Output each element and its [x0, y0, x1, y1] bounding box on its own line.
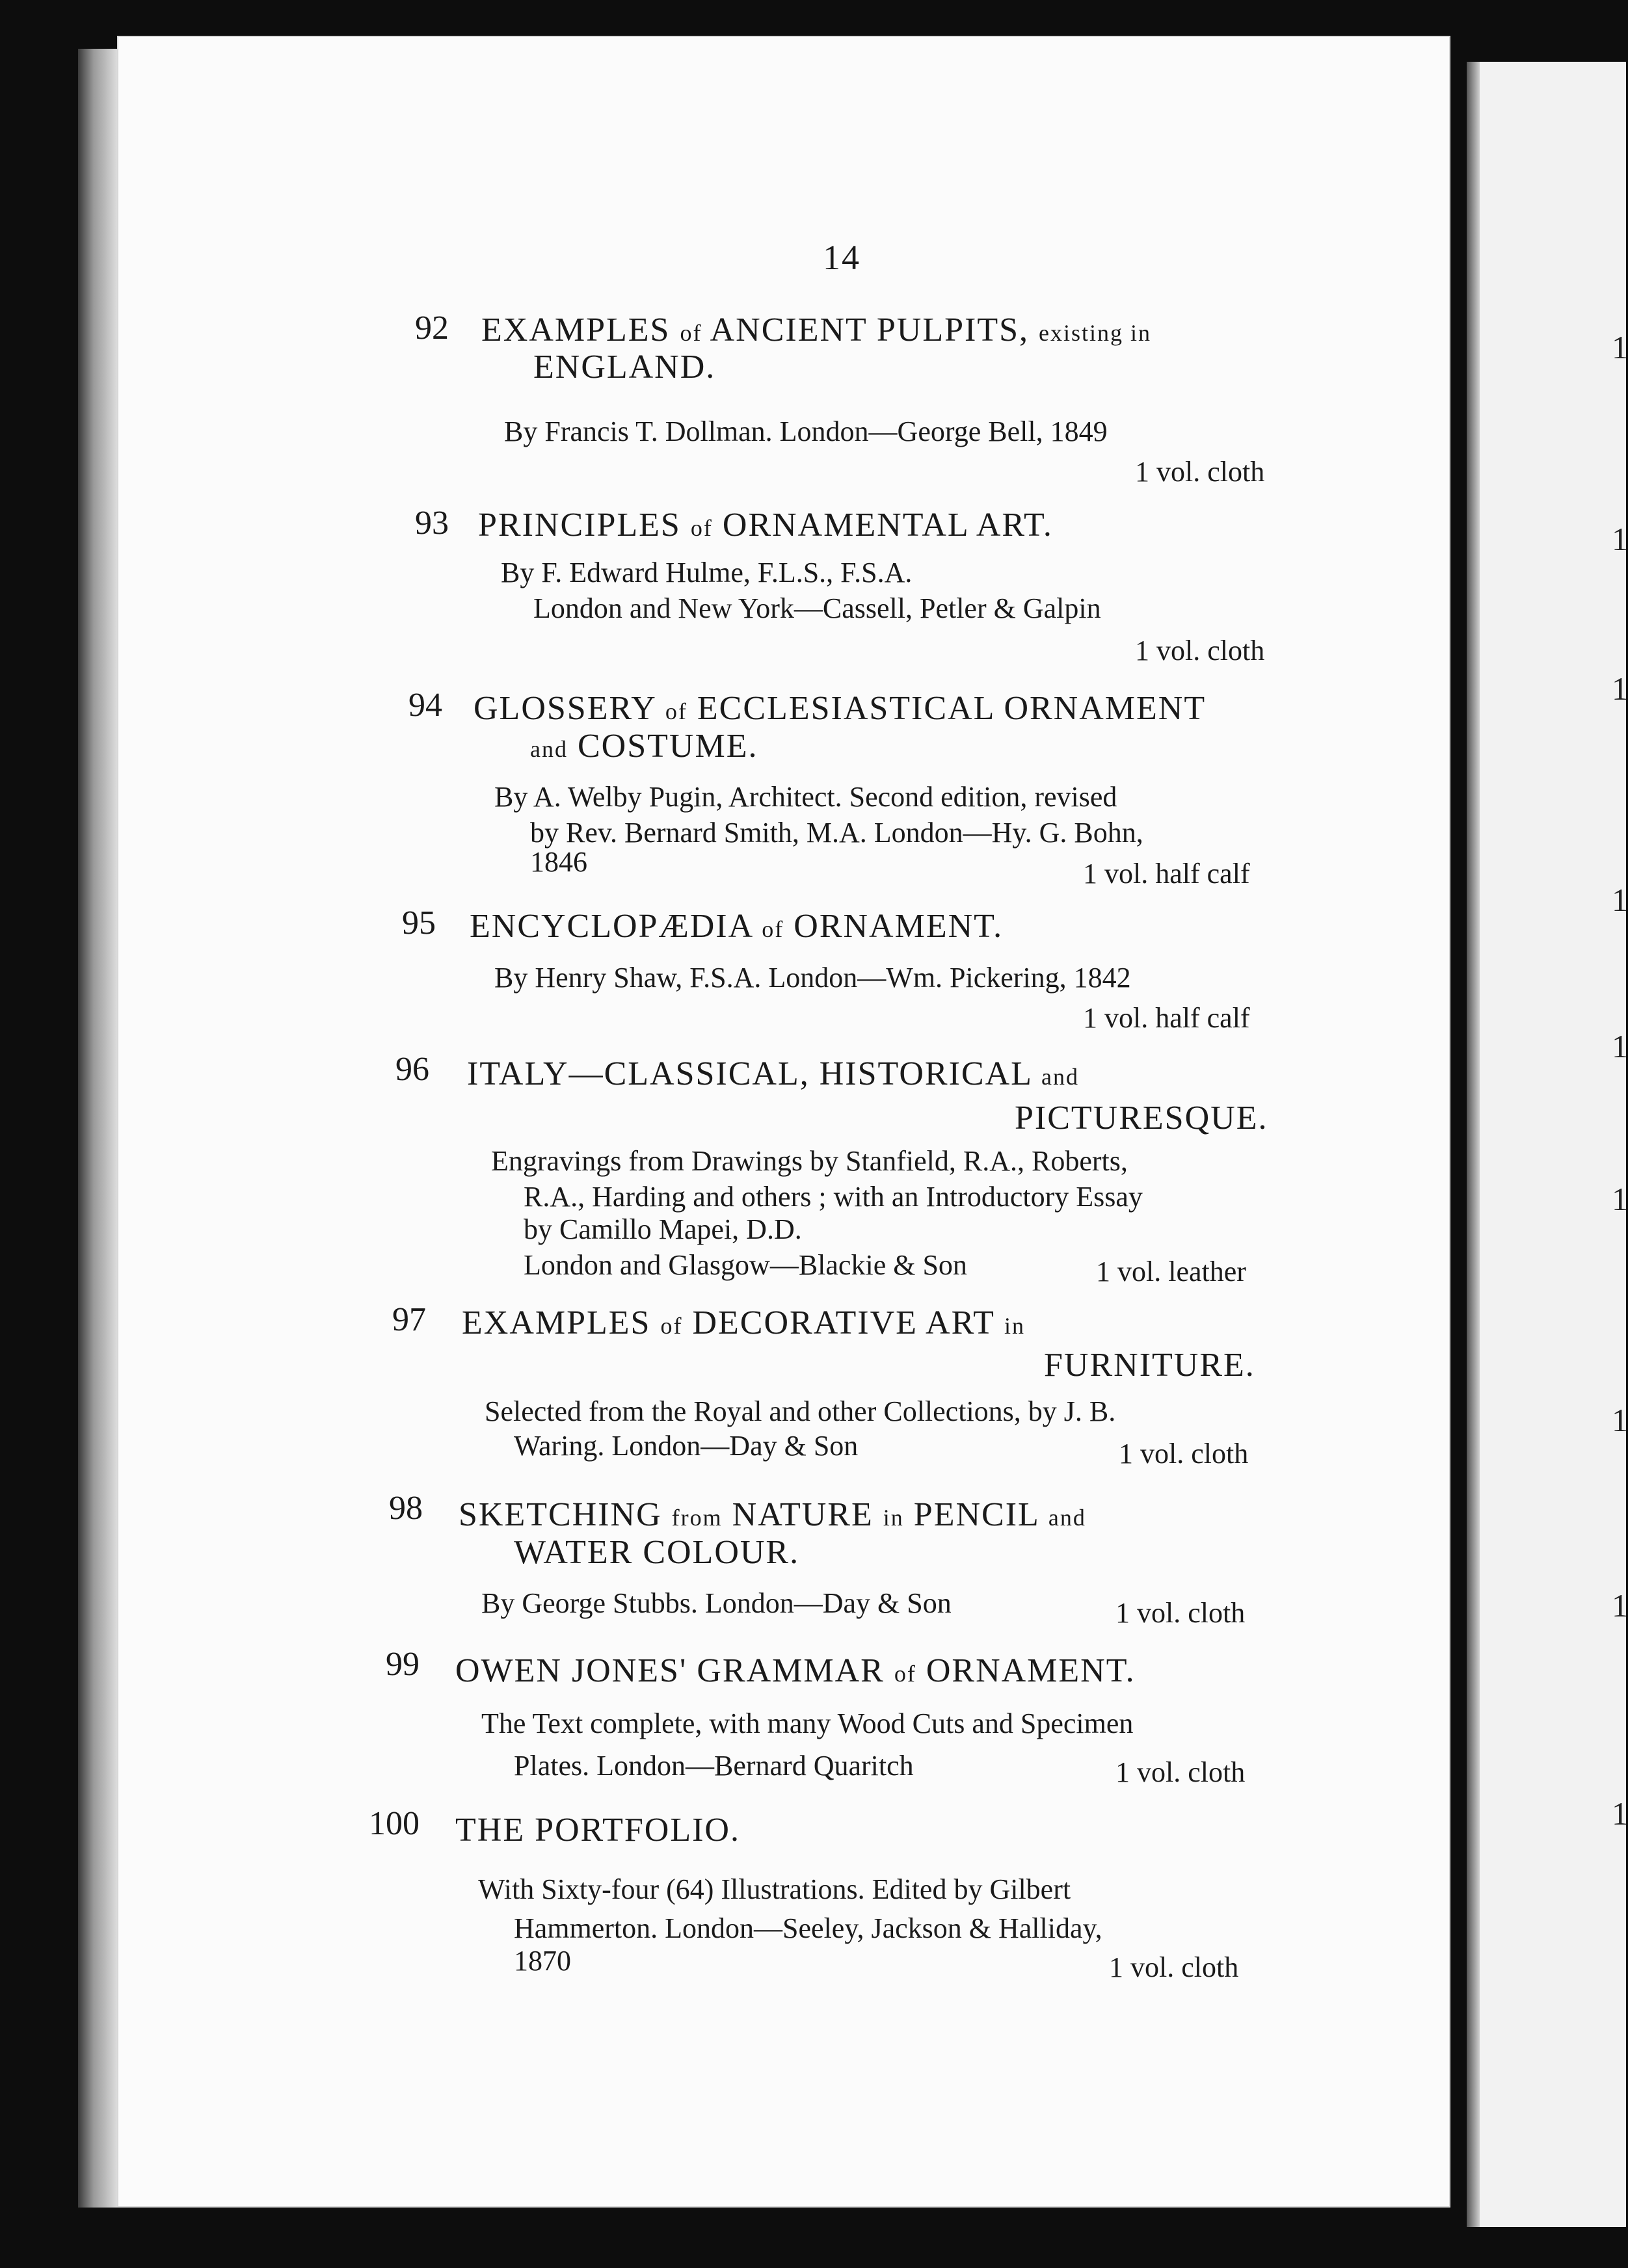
adjacent-page-mark: 1: [1612, 670, 1628, 707]
entry-title: EXAMPLES of DECORATIVE ART in: [462, 1304, 1025, 1341]
entry-binding: 1 vol. cloth: [1135, 635, 1265, 666]
entry-binding: 1 vol. cloth: [1115, 1597, 1246, 1629]
entry-imprint: London and Glasgow—Blackie & Son: [524, 1249, 967, 1281]
entry-title: THE PORTFOLIO.: [455, 1812, 740, 1849]
entry-number: 99: [386, 1646, 420, 1683]
entry-title: ENCYCLOPÆDIA of ORNAMENT.: [470, 908, 1004, 945]
entry-title: EXAMPLES of ANCIENT PULPITS, existing in: [481, 311, 1152, 349]
entry-imprint: Selected from the Royal and other Collections, by J. B.: [485, 1395, 1116, 1427]
adjacent-page: [1467, 62, 1626, 2227]
adjacent-page-mark: 1: [1612, 1028, 1628, 1064]
adjacent-page-mark: 1: [1612, 521, 1628, 557]
entry-imprint: Waring. London—Day & Son: [514, 1430, 859, 1462]
entry-imprint: Plates. London—Bernard Quaritch: [514, 1750, 914, 1782]
entry-binding: 1 vol. half calf: [1083, 1002, 1250, 1034]
adjacent-page-mark: 1: [1612, 1587, 1628, 1624]
entry-imprint: The Text complete, with many Wood Cuts and Specimen: [481, 1708, 1134, 1739]
entry-title-continued: FURNITURE.: [1044, 1347, 1255, 1384]
entry-number: 95: [402, 904, 436, 942]
page-edge-left: [78, 49, 117, 2208]
adjacent-page-mark: 1: [1612, 1795, 1628, 1832]
entry-binding: 1 vol. cloth: [1115, 1756, 1246, 1788]
entry-binding: 1 vol. leather: [1096, 1256, 1246, 1287]
entry-title: SKETCHING from NATURE in PENCIL and: [459, 1496, 1086, 1533]
entry-binding: 1 vol. cloth: [1119, 1438, 1249, 1470]
entry-number: 93: [415, 505, 449, 542]
entry-imprint: 1846: [530, 846, 587, 878]
adjacent-page-mark: 1: [1612, 1181, 1628, 1217]
entry-title-continued: PICTURESQUE.: [1015, 1100, 1268, 1137]
entry-number: 98: [389, 1490, 423, 1527]
entry-number: 92: [415, 310, 449, 347]
entry-imprint: R.A., Harding and others ; with an Introductory Essay: [524, 1181, 1143, 1213]
adjacent-page-mark: 1: [1612, 882, 1628, 918]
entry-imprint: Hammerton. London—Seeley, Jackson & Halliday,: [514, 1912, 1102, 1944]
entry-imprint: Engravings from Drawings by Stanfield, R.A., Roberts,: [491, 1145, 1128, 1177]
entry-number: 94: [408, 687, 442, 724]
entry-imprint: By A. Welby Pugin, Architect. Second edition, revised: [494, 781, 1117, 813]
entry-imprint: By Francis T. Dollman. London—George Bell, 1849: [504, 415, 1108, 447]
page-number: 14: [823, 238, 861, 277]
entry-title-continued: and COSTUME.: [530, 728, 758, 765]
entry-imprint: By F. Edward Hulme, F.L.S., F.S.A.: [501, 557, 913, 588]
entry-binding: 1 vol. half calf: [1083, 858, 1250, 890]
entry-binding: 1 vol. cloth: [1109, 1951, 1239, 1983]
entry-title: OWEN JONES' GRAMMAR of ORNAMENT.: [455, 1652, 1136, 1689]
adjacent-page-mark: 1: [1612, 329, 1628, 365]
entry-imprint: London and New York—Cassell, Petler & Galpin: [533, 592, 1101, 624]
entry-title: ITALY—CLASSICAL, HISTORICAL and: [467, 1055, 1079, 1092]
entry-imprint: With Sixty-four (64) Illustrations. Edited by Gilbert: [478, 1873, 1071, 1905]
entry-imprint: by Rev. Bernard Smith, M.A. London—Hy. G. Bohn,: [530, 817, 1143, 849]
entry-title: PRINCIPLES of ORNAMENTAL ART.: [478, 507, 1053, 544]
entry-imprint: by Camillo Mapei, D.D.: [524, 1213, 802, 1245]
entry-number: 97: [392, 1301, 426, 1338]
entry-number: 96: [395, 1051, 429, 1088]
entry-imprint: By George Stubbs. London—Day & Son: [481, 1587, 952, 1619]
entry-binding: 1 vol. cloth: [1135, 456, 1265, 488]
entry-imprint: By Henry Shaw, F.S.A. London—Wm. Pickering, 1842: [494, 962, 1131, 994]
entry-title: GLOSSERY of ECCLESIASTICAL ORNAMENT: [474, 690, 1207, 727]
entry-number: 100: [369, 1805, 420, 1842]
adjacent-page-mark: 1: [1612, 1402, 1628, 1438]
entry-imprint: 1870: [514, 1945, 571, 1977]
entry-title-continued: WATER COLOUR.: [514, 1534, 800, 1571]
entry-title-continued: ENGLAND.: [533, 349, 716, 386]
